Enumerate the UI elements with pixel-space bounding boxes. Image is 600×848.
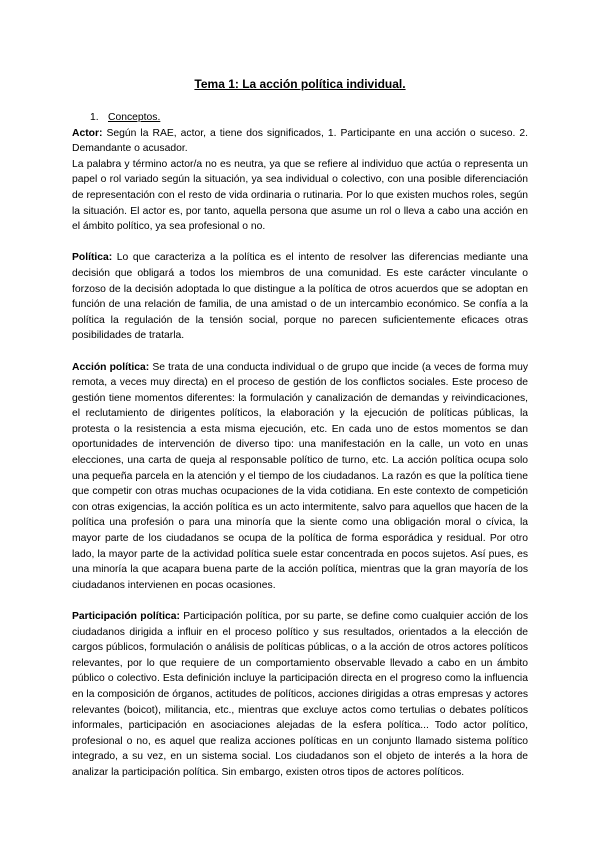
politica-paragraph <box>72 250 528 344</box>
accion-term: Acción política: <box>72 361 150 373</box>
participacion-paragraph <box>72 609 528 781</box>
participacion-term: Participación política: <box>72 611 180 622</box>
section-label: Conceptos. <box>108 112 161 123</box>
section-number: 1. <box>90 112 99 123</box>
actor-definition: Según la RAE, actor, a tiene dos significados, 1. Participante en una acción o suceso. 2. Demandante o acusador. <box>72 127 528 155</box>
actor-term: Actor: <box>72 127 103 139</box>
politica-term: Política: <box>72 252 113 264</box>
section-heading <box>90 110 528 126</box>
accion-paragraph <box>72 360 528 594</box>
accion-definition: Se trata de una conducta individual o de grupo que incide (a veces de forma muy remota, a veces muy directa) en el proceso de gestión de los conflictos sociales. Este proceso de gestión tiene momentos diferentes: la formulación y canalización de demandas y reivindicaciones, el reclutamiento de dirigentes políticos, la elaboración y la ejecución de políticas públicas, la protesta o la resistencia a esta misma ejecución, etc. En cada uno de estos momentos se dan oportunidades de intervención de diverso tipo: una manifestación en la calle, un voto en unas elecciones, una carta de queja al responsable político de turno, etc. La acción política ocupa solo una pequeña parcela en la atención y el tiempo de los ciudadanos. La razón es que la política tiene que competir con otras muchas ocupaciones de la vida cotidiana. En este contexto de competición con otras exigencias, la acción política es un acto intermitente, salvo para aquellos que hacen de la política una profesión o para una minoría que la siente como una obligación moral o cívica, la mayor parte de los ciudadanos se ocupa de la política de forma esporádica y residual. Por otro lado, la mayor parte de la actividad política suele estar concentrada en pocos sujetos. Así pues, es una minoría la que acapara buena parte de la acción política, mientras que la gran mayoría de los ciudadanos intervienen en pocas ocasiones. <box>72 361 529 591</box>
page-title: Tema 1: La acción política individual. <box>194 77 406 91</box>
participacion-definition: Participación política, por su parte, se define como cualquier acción de los ciudadanos dirigida a influir en el proceso político y sus resultados, orientados a la elección de cargos públicos, formulación o análisis de políticas públicas, o a la acción de otros actores políticos relevantes, por lo que requiere de un comportamiento observable llevado a cabo en un ámbito público o colectivo. Esta definición incluye la participación directa en el progreso como la influencia en la composición de órganos, actitudes de políticos, acciones dirigidas a otras empresas y actores relevantes (boicot), militancia, etc., mientras que excluye actos como tertulias o debates políticos informales, participación en asociaciones alejadas de la esfera política... Todo actor político, profesional o no, es aquel que realiza acciones políticas en un conjunto llamado sistema político integrado, a su vez, en un sistema social. Los ciudadanos son el objeto de interés a la hora de analizar la participación política. Sin embargo, existen otros tipos de actores políticos. <box>72 611 528 778</box>
politica-definition: Lo que caracteriza a la política es el intento de resolver las diferencias mediante una decisión que obligará a todos los miembros de una comunidad. Es este carácter vinculante o forzoso de la decisión adoptada lo que distingue a la política de otros acuerdos que se adoptan en función de una relación de familia, de una amistad o de un intercambio económico. Se confía a la política la regulación de la tensión social, porque no parecen suficientemente eficaces otras posibilidades de tratarla. <box>72 252 528 342</box>
actor-paragraph-2: La palabra y término actor/a no es neutra, ya que se refiere al individuo que actúa o representa un papel o rol variado según la situación, ya sea individual o colectivo, con una posible diferenciación de representación con el resto de vida ordinaria o rutinaria. Por lo que existen muchos roles, según la situación. El actor es, por tanto, aquella persona que asume un rol o lleva a cabo una acción en el ámbito político, ya sea profesional o no. <box>72 158 528 233</box>
actor-paragraph <box>72 126 528 157</box>
